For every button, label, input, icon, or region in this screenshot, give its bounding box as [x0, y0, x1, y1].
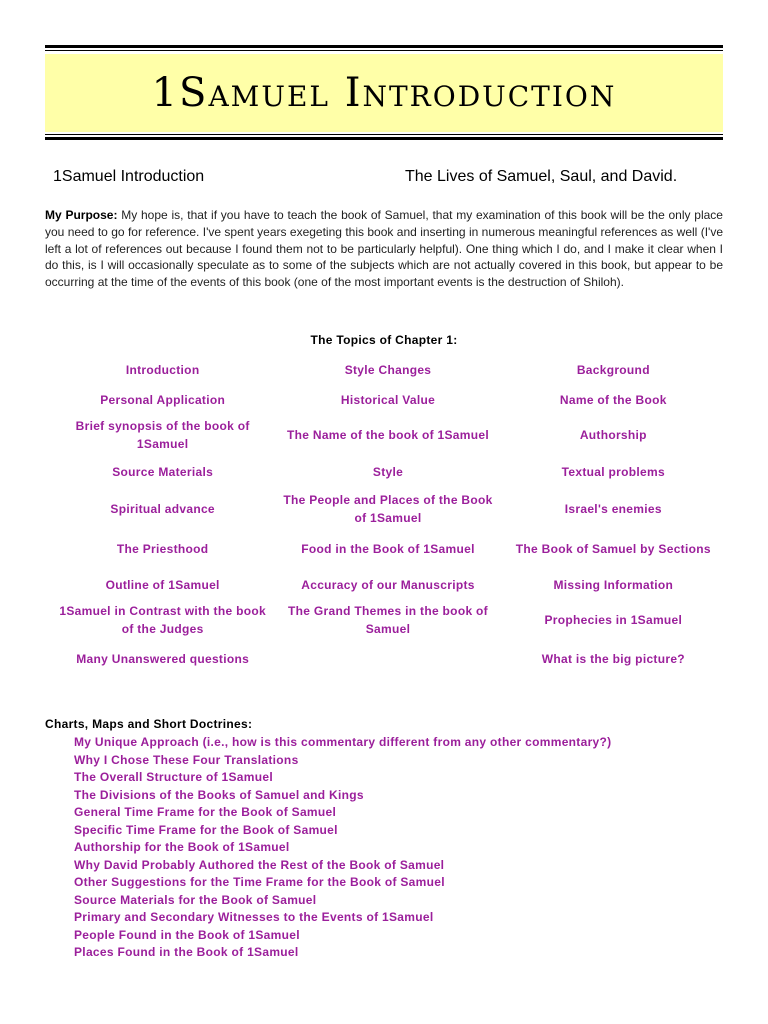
header-right: The Lives of Samuel, Saul, and David. [405, 168, 678, 185]
topic-link[interactable]: Many Unanswered questions [76, 652, 250, 666]
chart-link[interactable]: Why I Chose These Four Translations [74, 752, 299, 767]
title-banner [45, 54, 723, 132]
topic-link[interactable]: Food in the Book of 1Samuel [301, 542, 475, 556]
page-title: 1Samuel Introduction [151, 70, 617, 116]
chart-link[interactable]: Authorship for the Book of 1Samuel [74, 840, 290, 854]
chart-link[interactable]: The Divisions of the Books of Samuel and Kings [74, 787, 364, 802]
chart-link[interactable]: Places Found in the Book of 1Samuel [74, 945, 299, 959]
purpose-label: My Purpose: [45, 208, 118, 222]
purpose-text: My hope is, that if you have to teach the book of Samuel, that my examination of this book will be the only place you need to go for reference. I've spent years exegeting this book and inserting in numerous meaningful references as well (I've left a lot of references out because I found them not to be particularly helpful). One thing which I do, and I make it clear when I do this, is I will occasionally speculate as to some of the subjects which are not actually covered in this book, but appear to be occurring at the time of the events of this book (one of the most important events is the destruction of Shiloh). [45, 208, 723, 290]
topics-table [50, 355, 726, 678]
topics-heading: The Topics of Chapter 1: [310, 333, 458, 347]
chart-link[interactable]: Source Materials for the Book of Samuel [74, 892, 317, 907]
topic-link[interactable]: Prophecies in 1Samuel [544, 613, 683, 627]
topic-link[interactable]: Outline of 1Samuel [105, 577, 220, 592]
topic-link[interactable]: Historical Value [340, 393, 436, 407]
topic-link[interactable]: The Book of Samuel by Sections [515, 542, 711, 556]
top-rule-thin [45, 50, 723, 51]
chart-link[interactable]: Specific Time Frame for the Book of Samuel [74, 822, 338, 837]
topic-link[interactable]: Textual problems [561, 465, 665, 479]
topic-link[interactable]: Style [372, 465, 404, 479]
purpose-paragraph [45, 207, 723, 291]
bottom-rule-thick [45, 137, 723, 140]
chart-link[interactable]: People Found in the Book of 1Samuel [74, 927, 300, 942]
topic-link[interactable]: Personal Application [100, 393, 226, 407]
topic-link[interactable]: The Grand Themes in the book of Samuel [288, 604, 488, 636]
topic-link[interactable]: The Name of the book of 1Samuel [286, 428, 489, 442]
topic-link[interactable]: Missing Information [553, 577, 674, 592]
topic-link[interactable]: Israel's enemies [564, 502, 662, 516]
topic-link[interactable]: Background [576, 363, 650, 377]
topic-link[interactable]: Authorship [579, 428, 647, 442]
topic-link[interactable]: The People and Places of the Book of 1Samuel [283, 493, 493, 525]
topic-link[interactable]: Spiritual advance [110, 502, 215, 516]
chart-link[interactable]: Other Suggestions for the Time Frame for the Book of Samuel [74, 875, 445, 889]
topic-link [275, 640, 500, 678]
topic-link[interactable]: 1Samuel in Contrast with the book of the Judges [59, 604, 266, 636]
topic-link[interactable]: Style Changes [344, 363, 432, 377]
chart-link[interactable]: The Overall Structure of 1Samuel [74, 770, 273, 784]
chart-link[interactable]: General Time Frame for the Book of Samuel [74, 805, 337, 819]
bottom-rule-thin [45, 134, 723, 135]
chart-link[interactable]: Primary and Secondary Witnesses to the Events of 1Samuel [74, 910, 434, 924]
charts-heading: Charts, Maps and Short Doctrines: [45, 717, 253, 731]
topic-link[interactable]: Introduction [125, 363, 200, 377]
topic-link[interactable]: Source Materials [112, 465, 214, 479]
topic-link[interactable]: Brief synopsis of the book of 1Samuel [75, 419, 250, 451]
header-left: 1Samuel Introduction [53, 168, 205, 185]
topic-link[interactable]: Accuracy of our Manuscripts [301, 577, 475, 592]
top-rule-thick [45, 45, 723, 48]
topic-link[interactable]: What is the big picture? [541, 652, 685, 666]
topic-link[interactable]: Name of the Book [559, 393, 667, 407]
charts-list [74, 734, 611, 962]
chart-link[interactable]: My Unique Approach (i.e., how is this commentary different from any other commentary?) [74, 735, 612, 749]
chart-link[interactable]: Why David Probably Authored the Rest of the Book of Samuel [74, 857, 445, 872]
topic-link[interactable]: The Priesthood [116, 542, 209, 556]
